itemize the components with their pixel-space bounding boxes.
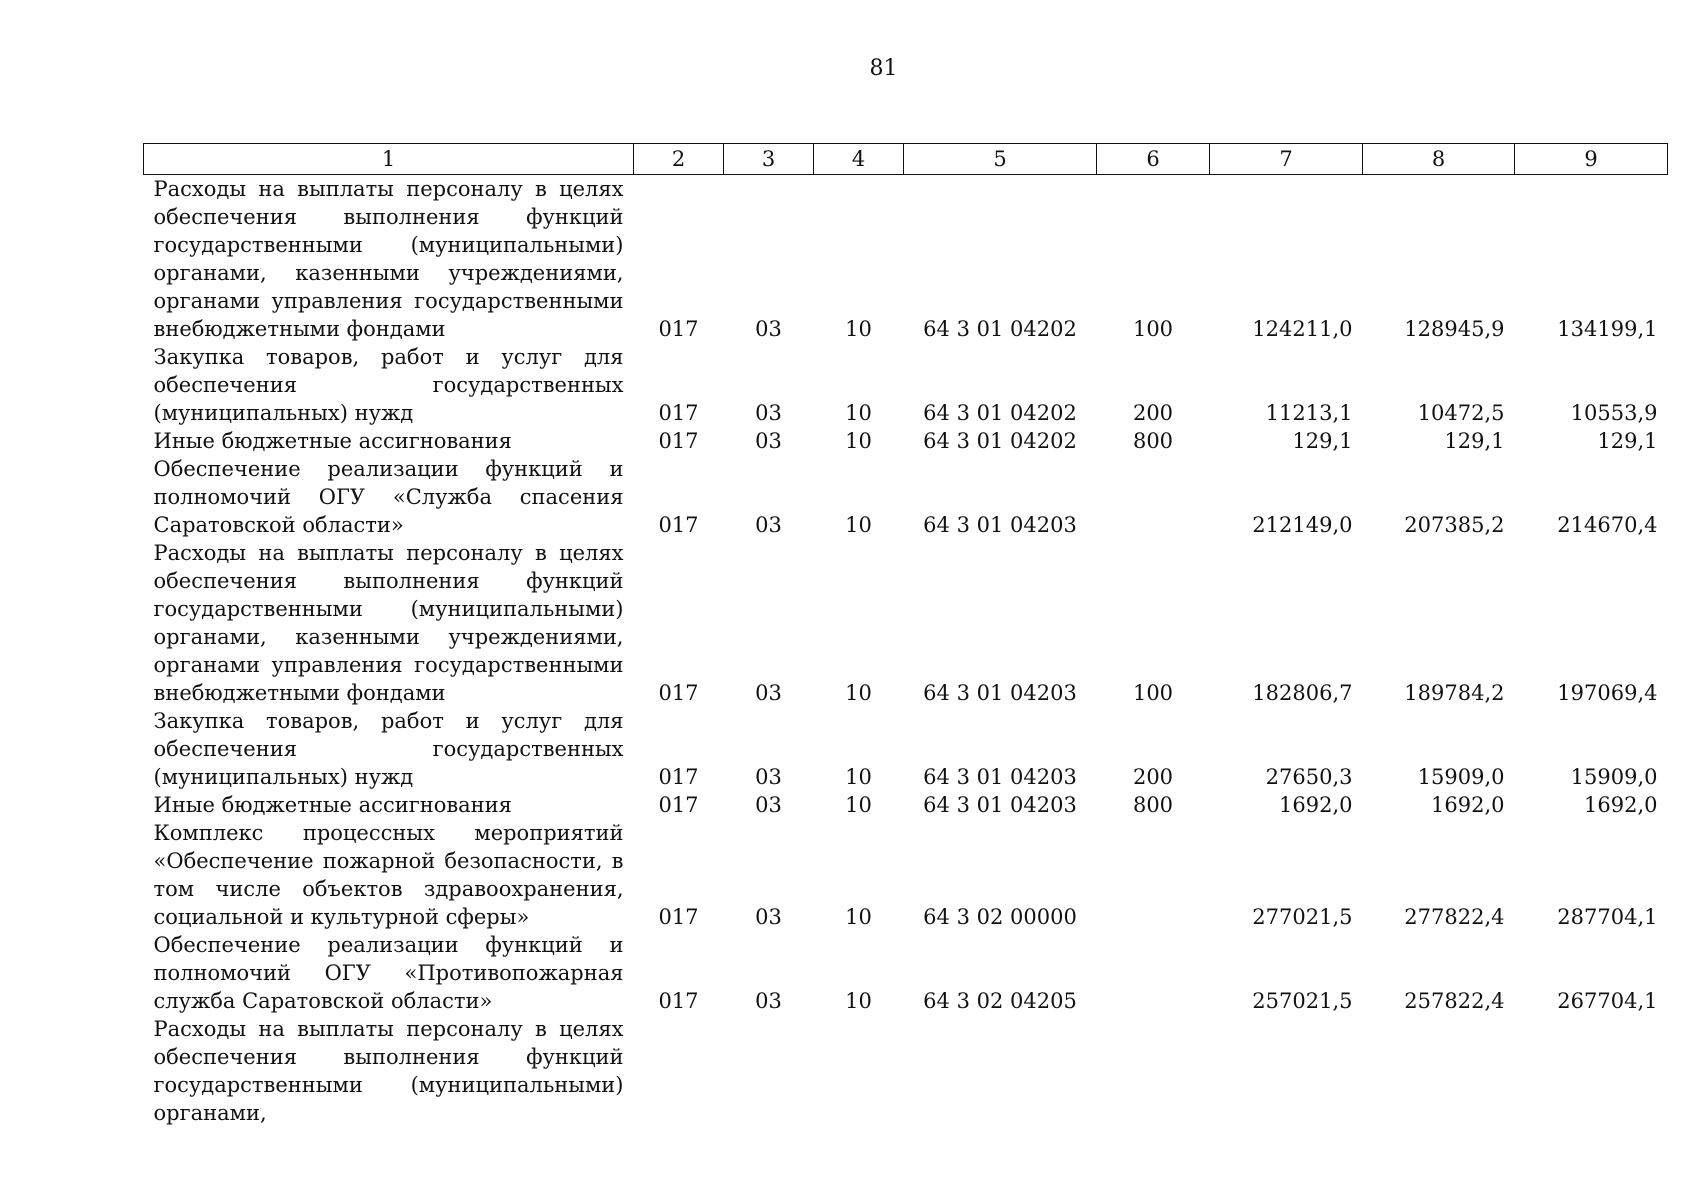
row-name: Закупка товаров, работ и услуг для обеспечения государственных (муниципальных) нужд (153, 709, 624, 789)
row-col-3: 03 (755, 765, 782, 789)
row-name: Расходы на выплаты персоналу в целях обеспечения выполнения функций государственными (муниципальными) органами, (153, 1017, 624, 1125)
row-col-7: 277021,5 (1252, 905, 1353, 929)
row-col-4: 10 (845, 765, 872, 789)
row-name: Обеспечение реализации функций и полномочий ОГУ «Служба спасения Саратовской области» (153, 457, 624, 537)
row-col-9 (1515, 1015, 1668, 1127)
row-col-6: 200 (1132, 401, 1174, 425)
row-name: Закупка товаров, работ и услуг для обеспечения государственных (муниципальных) нужд (153, 345, 624, 425)
row-col-3 (724, 1015, 814, 1127)
header-col-4: 4 (814, 144, 904, 175)
row-col-5: 64 3 01 04202 (923, 401, 1077, 425)
row-col-9: 129,1 (1597, 429, 1658, 453)
row-col-4: 10 (845, 681, 872, 705)
header-col-8: 8 (1363, 144, 1515, 175)
row-col-2: 017 (658, 793, 699, 817)
row-col-7: 124211,0 (1252, 317, 1353, 341)
row-col-2: 017 (658, 317, 699, 341)
row-col-2 (634, 1015, 724, 1127)
row-col-3: 03 (755, 793, 782, 817)
budget-table (143, 143, 1668, 1127)
row-col-9: 134199,1 (1557, 317, 1658, 341)
table-row (144, 455, 1668, 539)
row-name: Комплекс процессных мероприятий «Обеспечение пожарной безопасности, в том числе объектов здравоохранения, социальной и культурной сферы» (153, 821, 624, 929)
row-col-5: 64 3 01 04203 (923, 793, 1077, 817)
row-col-9: 267704,1 (1557, 989, 1658, 1013)
header-col-9: 9 (1515, 144, 1668, 175)
row-col-7: 182806,7 (1252, 681, 1353, 705)
row-col-5: 64 3 01 04202 (923, 429, 1077, 453)
row-col-5: 64 3 01 04203 (923, 765, 1077, 789)
row-col-8: 129,1 (1444, 429, 1505, 453)
header-col-2: 2 (634, 144, 724, 175)
row-col-7: 27650,3 (1265, 765, 1353, 789)
row-col-5: 64 3 01 04203 (923, 681, 1077, 705)
row-col-3: 03 (755, 401, 782, 425)
row-col-4: 10 (845, 989, 872, 1013)
row-col-2: 017 (658, 681, 699, 705)
table-header-row (144, 144, 1668, 175)
row-col-6 (1097, 1015, 1210, 1127)
table-row (144, 707, 1668, 791)
row-col-2: 017 (658, 989, 699, 1013)
row-col-4: 10 (845, 513, 872, 537)
row-name: Иные бюджетные ассигнования (153, 429, 512, 453)
row-col-6 (1097, 819, 1210, 931)
row-col-5: 64 3 01 04202 (923, 317, 1077, 341)
row-col-6: 100 (1132, 317, 1174, 341)
row-col-8: 128945,9 (1404, 317, 1505, 341)
row-col-3: 03 (755, 317, 782, 341)
row-col-3: 03 (755, 989, 782, 1013)
row-col-8: 15909,0 (1417, 765, 1505, 789)
row-col-8: 257822,4 (1404, 989, 1505, 1013)
table-row (144, 791, 1668, 819)
row-col-2: 017 (658, 905, 699, 929)
row-col-9: 10553,9 (1570, 401, 1658, 425)
table-body (144, 175, 1668, 1128)
row-col-4: 10 (845, 317, 872, 341)
header-col-5: 5 (904, 144, 1097, 175)
row-col-5: 64 3 02 00000 (923, 905, 1077, 929)
row-col-5: 64 3 02 04205 (923, 989, 1077, 1013)
row-col-7 (1210, 1015, 1363, 1127)
table-row (144, 343, 1668, 427)
row-col-3: 03 (755, 905, 782, 929)
row-col-6: 200 (1132, 765, 1174, 789)
row-name: Расходы на выплаты персоналу в целях обеспечения выполнения функций государственными (муниципальными) органами, казенными учреждениями, органами управления государственными внебюджетными фондами (153, 177, 624, 341)
row-col-7: 257021,5 (1252, 989, 1353, 1013)
table-row (144, 1015, 1668, 1127)
row-col-6 (1097, 455, 1210, 539)
row-col-9: 287704,1 (1557, 905, 1658, 929)
row-col-8: 189784,2 (1404, 681, 1505, 705)
header-col-6: 6 (1097, 144, 1210, 175)
page-number: 81 (869, 56, 898, 81)
row-col-5: 64 3 01 04203 (923, 513, 1077, 537)
row-col-3: 03 (755, 681, 782, 705)
row-col-7: 1692,0 (1279, 793, 1353, 817)
row-name: Расходы на выплаты персоналу в целях обеспечения выполнения функций государственными (муниципальными) органами, казенными учреждениями, органами управления государственными внебюджетными фондами (153, 541, 624, 705)
row-col-4: 10 (845, 429, 872, 453)
row-col-2: 017 (658, 401, 699, 425)
row-col-9: 214670,4 (1557, 513, 1658, 537)
row-col-8: 10472,5 (1417, 401, 1505, 425)
row-col-8: 277822,4 (1404, 905, 1505, 929)
row-col-6: 100 (1132, 681, 1174, 705)
row-col-9: 15909,0 (1570, 765, 1658, 789)
row-col-9: 1692,0 (1584, 793, 1658, 817)
row-col-8: 1692,0 (1431, 793, 1505, 817)
header-col-7: 7 (1210, 144, 1363, 175)
table-row (144, 931, 1668, 1015)
row-col-4: 10 (845, 401, 872, 425)
row-col-3: 03 (755, 513, 782, 537)
row-col-7: 11213,1 (1265, 401, 1353, 425)
row-col-6: 800 (1132, 429, 1174, 453)
row-name: Обеспечение реализации функций и полномочий ОГУ «Противопожарная служба Саратовской области» (153, 933, 624, 1013)
table-row (144, 175, 1668, 344)
row-name: Иные бюджетные ассигнования (153, 793, 512, 817)
row-col-7: 129,1 (1292, 429, 1353, 453)
row-col-6 (1097, 931, 1210, 1015)
row-col-2: 017 (658, 513, 699, 537)
row-col-5 (904, 1015, 1097, 1127)
row-col-2: 017 (658, 765, 699, 789)
table-row (144, 819, 1668, 931)
header-col-3: 3 (724, 144, 814, 175)
row-col-3: 03 (755, 429, 782, 453)
row-col-9: 197069,4 (1557, 681, 1658, 705)
row-col-4: 10 (845, 905, 872, 929)
row-col-4: 10 (845, 793, 872, 817)
row-col-6: 800 (1132, 793, 1174, 817)
header-col-1: 1 (144, 144, 634, 175)
table-row (144, 427, 1668, 455)
row-col-8 (1363, 1015, 1515, 1127)
row-col-4 (814, 1015, 904, 1127)
row-col-7: 212149,0 (1252, 513, 1353, 537)
row-col-8: 207385,2 (1404, 513, 1505, 537)
table-row (144, 539, 1668, 707)
row-col-2: 017 (658, 429, 699, 453)
